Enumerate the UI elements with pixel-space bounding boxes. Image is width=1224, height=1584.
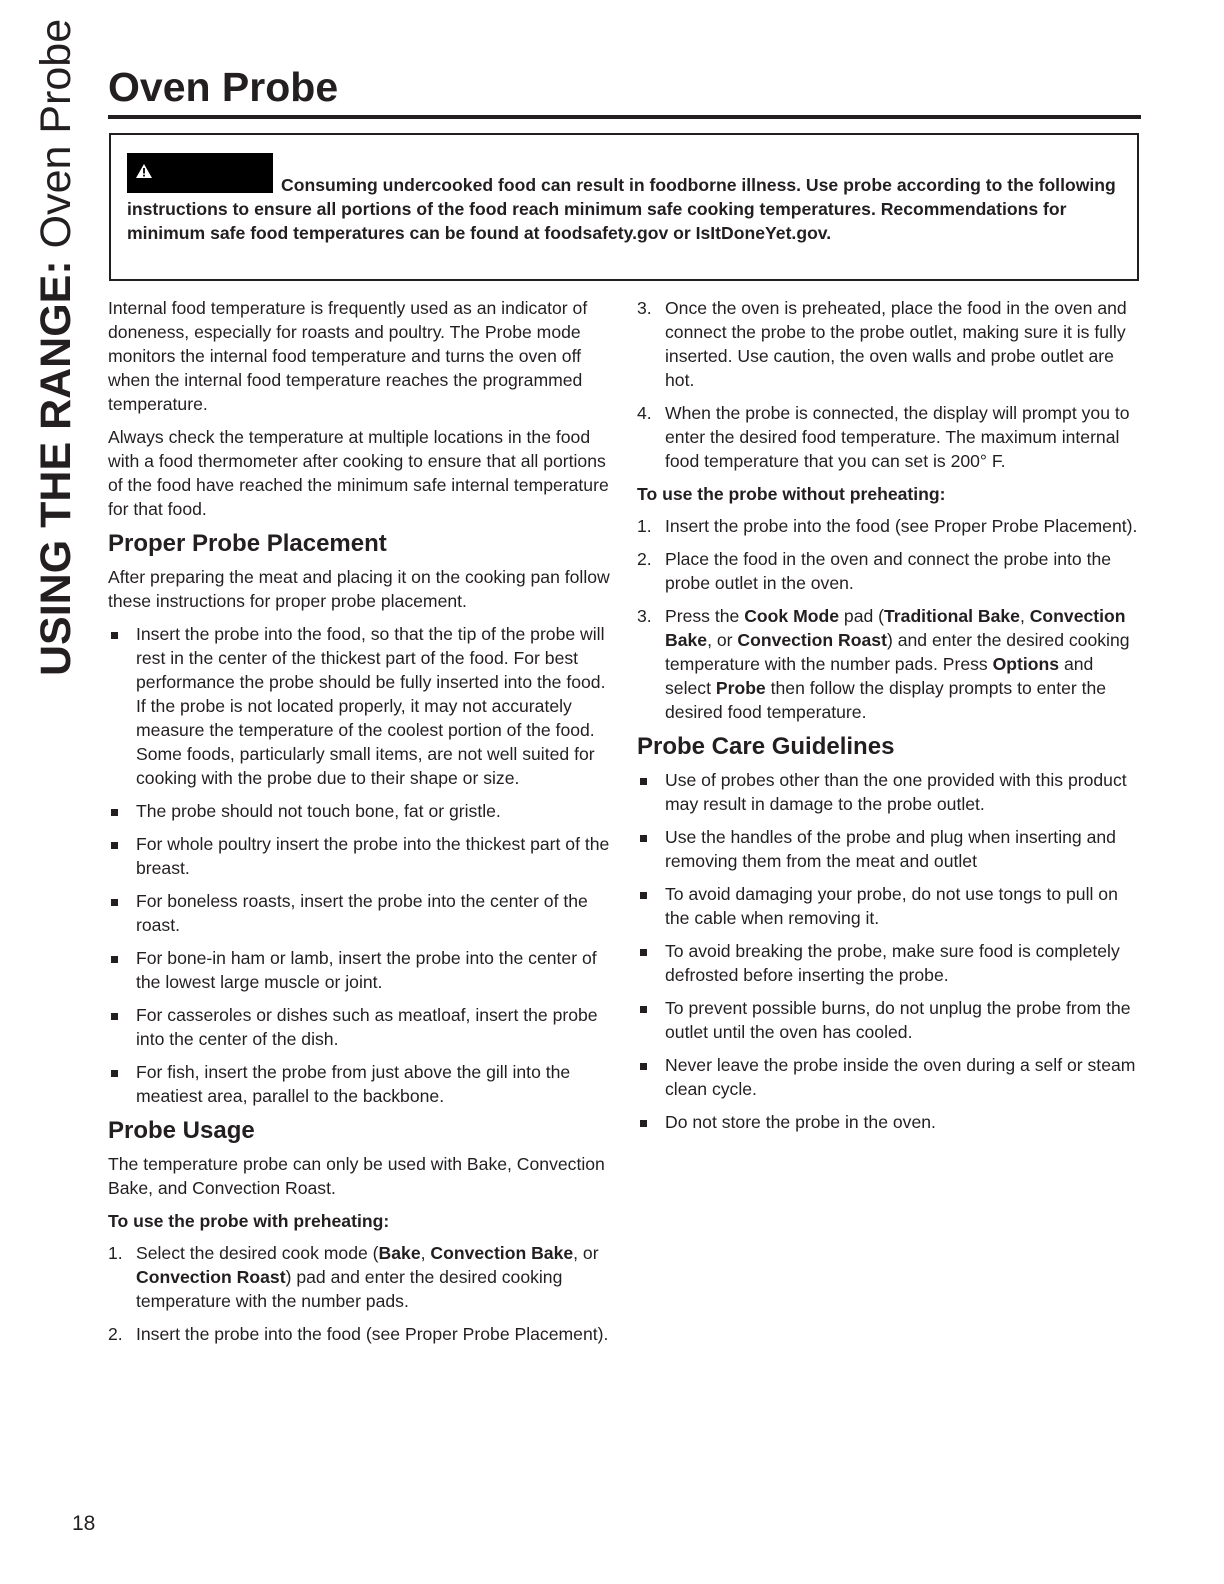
step-item: 3. Once the oven is preheated, place the food in the oven and connect the probe to the probe outlet, making sure it is fully inserted. Use caution, the oven walls and probe outlet are hot. <box>637 298 1127 390</box>
usage-intro: The temperature probe can only be used with Bake, Convection Bake, and Convection Roast. <box>108 1154 605 1198</box>
with-preheat-steps-continued <box>637 296 1143 473</box>
side-tab-section: USING THE RANGE: <box>32 260 80 676</box>
list-item: For whole poultry insert the probe into the thickest part of the breast. <box>108 832 616 880</box>
list-item: For boneless roasts, insert the probe into the center of the roast. <box>108 889 616 937</box>
list-item: The probe should not touch bone, fat or gristle. <box>108 799 616 823</box>
title-rule <box>108 115 1141 119</box>
list-item: Never leave the probe inside the oven during a self or steam clean cycle. <box>637 1053 1143 1101</box>
list-item: For fish, insert the probe from just above the gill into the meatiest area, parallel to the backbone. <box>108 1060 616 1108</box>
intro-paragraph-1: Internal food temperature is frequently used as an indicator of doneness, especially for roasts and poultry. The Probe mode monitors the internal food temperature and turns the oven off when the internal food temperature reaches the programmed temperature. <box>108 298 588 414</box>
list-item: To avoid breaking the probe, make sure food is completely defrosted before inserting the probe. <box>637 939 1143 987</box>
step-item: 4. When the probe is connected, the display will prompt you to enter the desired food temperature. The maximum internal food temperature that you can set is 200° F. <box>637 403 1130 471</box>
step-number: 4. <box>637 403 652 423</box>
care-heading: Probe Care Guidelines <box>637 733 895 760</box>
intro-paragraph-2: Always check the temperature at multiple locations in the food with a food thermometer after cooking to ensure that all portions of the food have reached the minimum safe internal temperature for that food. <box>108 427 609 519</box>
list-item: To prevent possible burns, do not unplug the probe from the outlet until the oven has cooled. <box>637 996 1143 1044</box>
step-number: 3. <box>637 298 652 318</box>
step-item: 3. Press the Cook Mode pad (Traditional Bake, Convection Bake, or Convection Roast) and enter the desired cooking temperature with the number pads. Press Options and select Probe then follow the display prompts to enter the desired food temperature. <box>637 606 1130 722</box>
step-item: 1. Insert the probe into the food (see Proper Probe Placement). <box>637 516 1138 536</box>
usage-heading: Probe Usage <box>108 1117 255 1144</box>
warning-box <box>109 133 1139 281</box>
left-column <box>108 296 616 1355</box>
step-number: 2. <box>637 549 652 569</box>
without-preheat-steps <box>637 514 1143 724</box>
list-item: Use of probes other than the one provided with this product may result in damage to the probe outlet. <box>637 768 1143 816</box>
step-item: 1. Select the desired cook mode (Bake, Convection Bake, or Convection Roast) pad and enter the desired cooking temperature with the number pads. <box>108 1243 599 1311</box>
step-number: 2. <box>108 1324 123 1344</box>
right-column <box>637 296 1143 1143</box>
list-item: For casseroles or dishes such as meatloaf, insert the probe into the center of the dish. <box>108 1003 616 1051</box>
list-item: Insert the probe into the food, so that the tip of the probe will rest in the center of the thickest part of the food. For best performance the probe should be fully inserted into the food. If the probe is not located properly, it may not accurately measure the temperature of the coolest portion of the food. Some foods, particularly small items, are not well suited for cooking with the probe due to their shape or size. <box>108 622 616 790</box>
with-preheat-heading: To use the probe with preheating: <box>108 1211 390 1231</box>
side-tab-topic: Oven Probe <box>32 18 80 249</box>
list-item: To avoid damaging your probe, do not use tongs to pull on the cable when removing it. <box>637 882 1143 930</box>
placement-heading: Proper Probe Placement <box>108 530 387 557</box>
page-number: 18 <box>72 1512 96 1535</box>
list-item: For bone-in ham or lamb, insert the probe into the center of the lowest large muscle or joint. <box>108 946 616 994</box>
with-preheat-steps <box>108 1241 616 1346</box>
step-item: 2. Place the food in the oven and connect the probe into the probe outlet in the oven. <box>637 549 1112 593</box>
without-preheat-heading: To use the probe without preheating: <box>637 484 946 504</box>
step-number: 1. <box>637 516 652 536</box>
list-item: Do not store the probe in the oven. <box>637 1110 1143 1134</box>
placement-list <box>108 622 616 1108</box>
warning-text: Consuming undercooked food can result in foodborne illness. Use probe according to the following instructions to ensure all portions of the food reach minimum safe cooking temperatures. Recommendations for minimum safe food temperatures can be found at foodsafety.gov or IsItDoneYet.gov. <box>127 175 1116 243</box>
warning-text-block <box>127 173 1117 245</box>
step-number: 3. <box>637 606 652 626</box>
side-section-tab <box>34 19 78 676</box>
page-title: Oven Probe <box>108 64 339 110</box>
step-number: 1. <box>108 1243 123 1263</box>
step-item: 2. Insert the probe into the food (see Proper Probe Placement). <box>108 1324 609 1344</box>
care-list <box>637 768 1143 1134</box>
list-item: Use the handles of the probe and plug when inserting and removing them from the meat and outlet <box>637 825 1143 873</box>
placement-intro: After preparing the meat and placing it on the cooking pan follow these instructions for proper probe placement. <box>108 567 610 611</box>
